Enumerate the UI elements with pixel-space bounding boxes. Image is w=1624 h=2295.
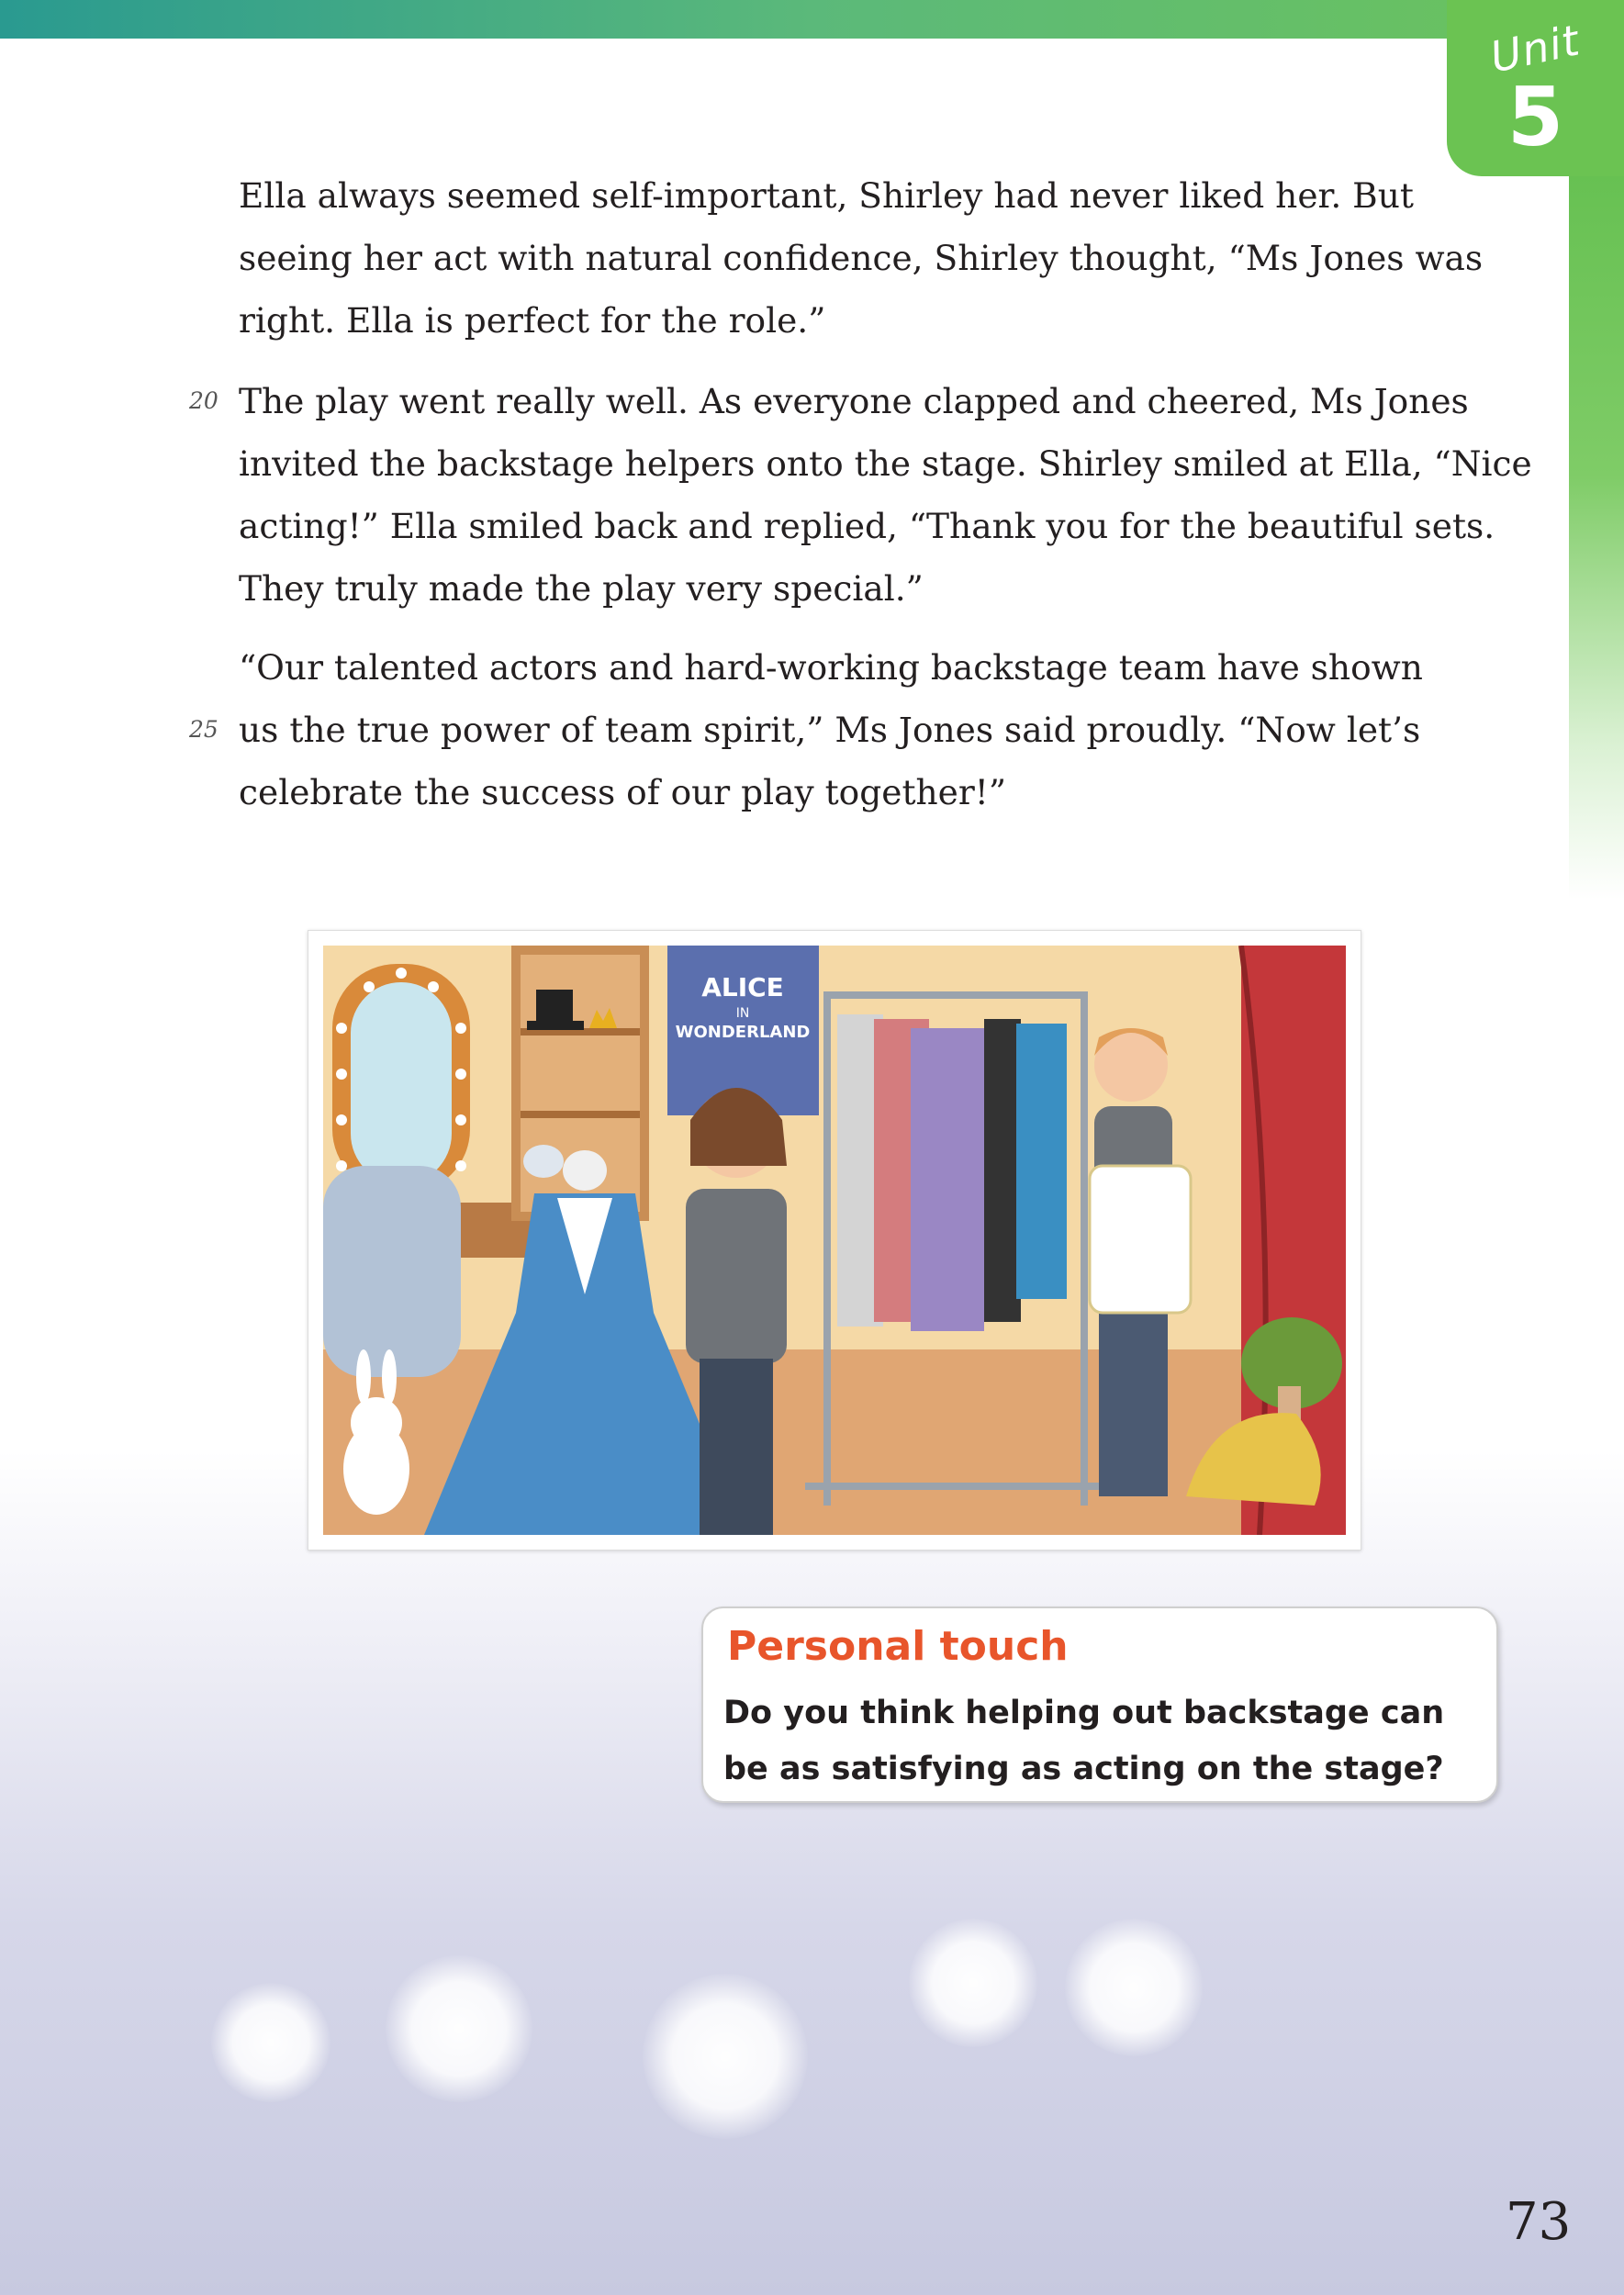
unit-tab bbox=[1447, 0, 1624, 176]
poster-title-line3: WONDERLAND bbox=[675, 1023, 811, 1042]
line-number-20: 20 bbox=[189, 387, 218, 414]
stage-light bbox=[1065, 1919, 1203, 2056]
story-line: Ella always seemed self-important, Shirley had never liked her. But bbox=[239, 175, 1414, 216]
stage-light bbox=[211, 1983, 330, 2102]
personal-touch-box bbox=[701, 1606, 1498, 1803]
unit-number: 5 bbox=[1506, 70, 1564, 164]
poster-title-line2: IN bbox=[735, 1006, 750, 1021]
story-line: celebrate the success of our play together!” bbox=[239, 772, 1007, 812]
story-line: The play went really well. As everyone clapped and cheered, Ms Jones bbox=[239, 381, 1469, 421]
backstage-illustration bbox=[308, 930, 1361, 1551]
personal-touch-title: Personal touch bbox=[727, 1623, 1069, 1670]
stage-light bbox=[386, 1955, 532, 2102]
story-line: acting!” Ella smiled back and replied, “Thank you for the beautiful sets. bbox=[239, 506, 1495, 546]
story-line: “Our talented actors and hard-working backstage team have shown bbox=[239, 647, 1423, 688]
unit-label: Unit bbox=[1485, 15, 1585, 83]
stage-light bbox=[643, 1974, 808, 2139]
backstage-scene bbox=[323, 946, 1346, 1535]
story-line: right. Ella is perfect for the role.” bbox=[239, 300, 826, 341]
stage-light bbox=[909, 1919, 1037, 2047]
side-color-bar bbox=[1569, 129, 1624, 900]
page-number: 73 bbox=[1506, 2192, 1572, 2252]
top-color-bar bbox=[0, 0, 1624, 39]
poster-title-line1: ALICE bbox=[701, 972, 784, 1002]
story-line: invited the backstage helpers onto the stage. Shirley smiled at Ella, “Nice bbox=[239, 443, 1532, 484]
story-line: They truly made the play very special.” bbox=[239, 568, 924, 609]
personal-touch-question: Do you think helping out backstage can be as satisfying as acting on the stage? bbox=[723, 1695, 1445, 1787]
line-number-25: 25 bbox=[189, 716, 218, 743]
story-line: seeing her act with natural confidence, Shirley thought, “Ms Jones was bbox=[239, 238, 1484, 278]
story-line: us the true power of team spirit,” Ms Jones said proudly. “Now let’s bbox=[239, 710, 1421, 750]
